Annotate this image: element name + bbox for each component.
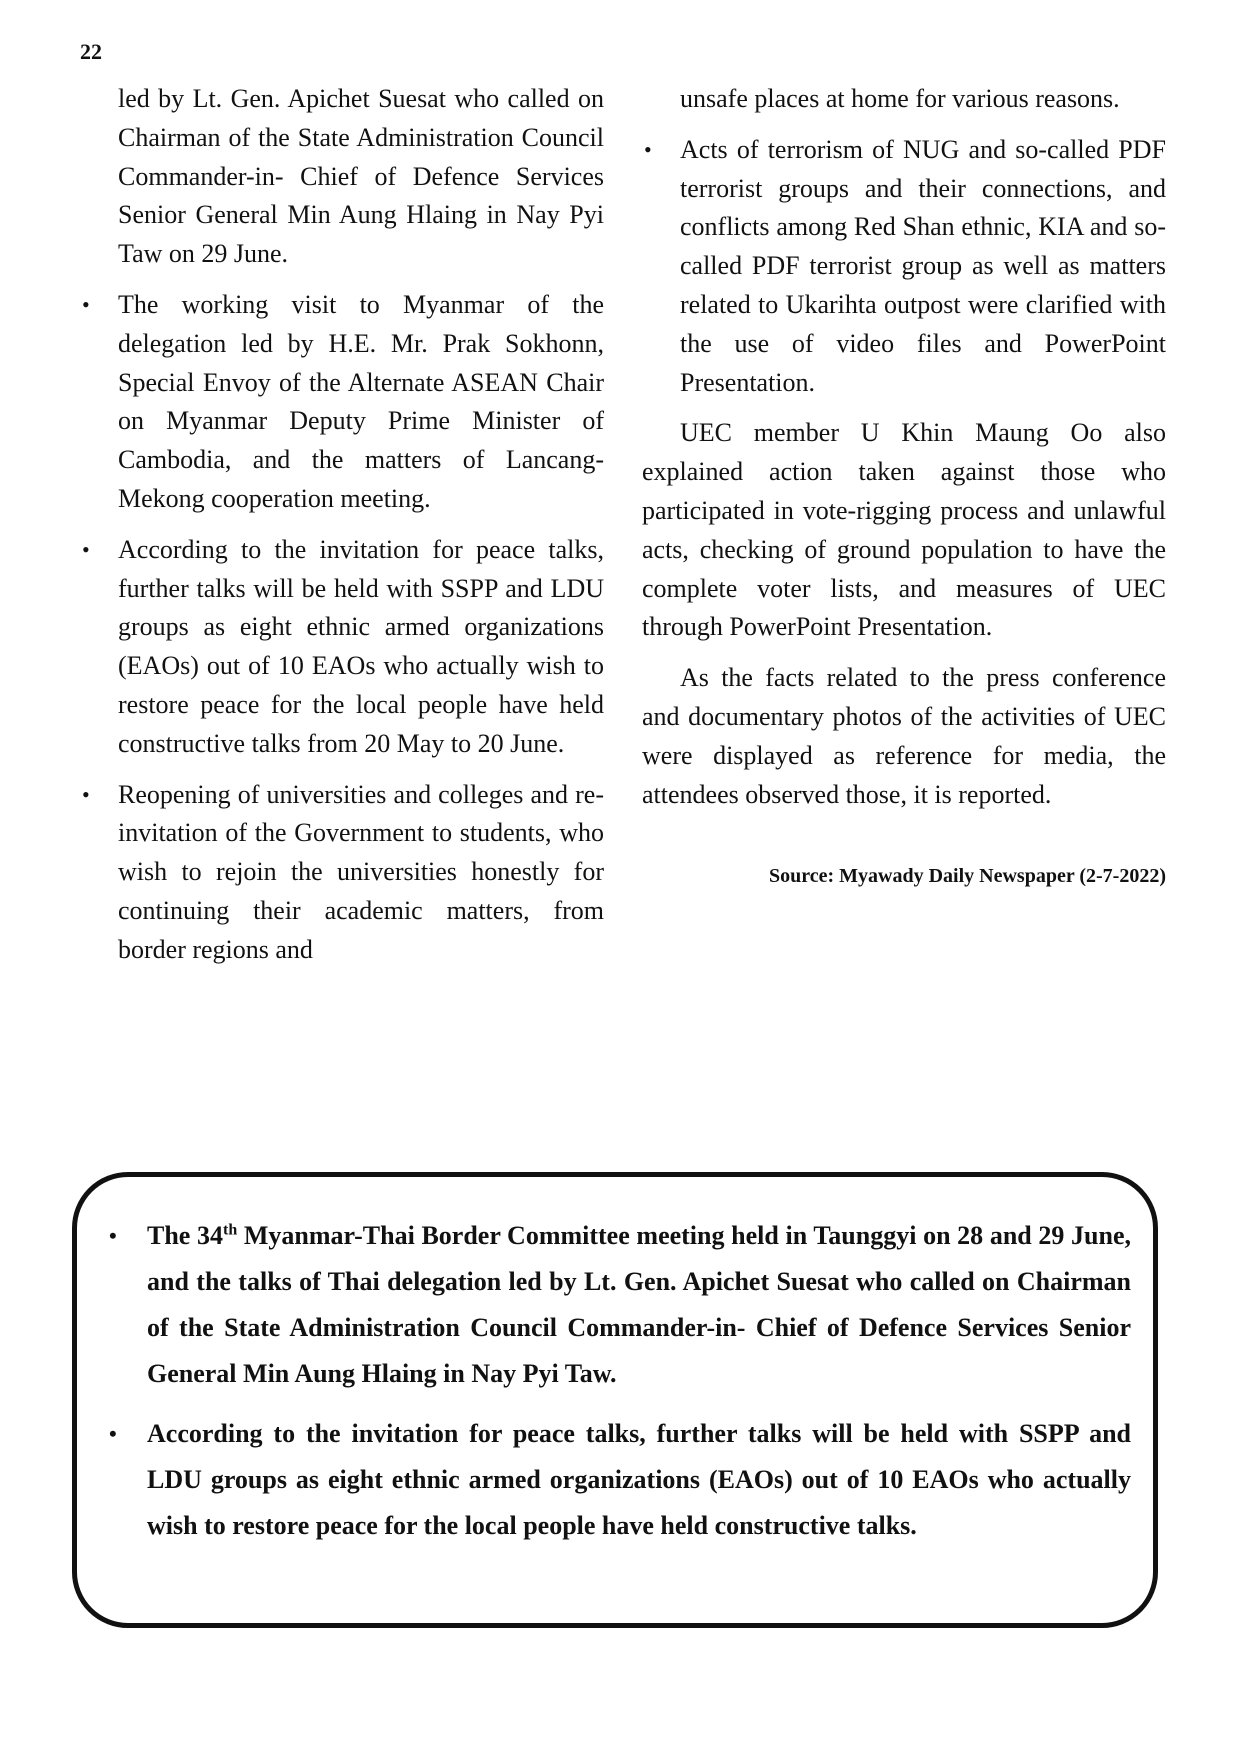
right-column — [642, 80, 1166, 890]
summary-bullet-item — [107, 1213, 1131, 1397]
left-bullet-item — [80, 531, 604, 764]
body-paragraph: As the facts related to the press conference and documentary photos of the activities of UEC were displayed as reference for media, the attendees observed those, it is reported. — [642, 663, 1166, 809]
summary-box — [72, 1172, 1158, 1628]
bullet-icon: • — [109, 1421, 117, 1446]
summary-bullet-item — [107, 1411, 1131, 1549]
bullet-icon: • — [644, 136, 652, 162]
page-number: 22 — [80, 39, 102, 64]
body-paragraph: UEC member U Khin Maung Oo also explained action taken against those who participated in vote-rigging process and unlawful acts, checking of ground population to have the complete voter lists, and measures of UEC through PowerPoint Presentation. — [642, 418, 1166, 642]
source-citation: Source: Myawady Daily Newspaper (2-7-2022) — [768, 865, 1166, 888]
left-bullet-text: The working visit to Myanmar of the delegation led by H.E. Mr. Prak Sokhonn, Special Envoy of the Alternate ASEAN Chair on Myanmar Deputy Prime Minister of Cambodia, and the matters of Lancang-Mekong cooperation meeting. — [118, 289, 604, 513]
left-bullet-item — [80, 776, 604, 970]
bullet-icon: • — [82, 781, 90, 807]
left-bullet-item — [80, 286, 604, 519]
right-bullet-text: Acts of terrorism of NUG and so-called PDF terrorist groups and their connections, and conflicts among Red Shan ethnic, KIA and so-called PDF terrorist group as well as matters related to Ukarihta outpost were clarified with the use of video files and PowerPoint Presentation. — [680, 134, 1166, 397]
right-continuation-paragraph: unsafe places at home for various reasons. — [680, 84, 1120, 113]
left-column — [80, 80, 604, 982]
left-bullet-text: Reopening of universities and colleges and re-invitation of the Government to students, who wish to rejoin the universities honestly for continuing their academic matters, from border regions and — [118, 779, 604, 964]
right-bullet-item — [642, 131, 1166, 403]
left-continuation-paragraph: led by Lt. Gen. Apichet Suesat who called on Chairman of the State Administration Council Commander-in- Chief of Defence Services Senior General Min Aung Hlaing in Nay Pyi Taw on 29 June. — [118, 84, 604, 269]
ordinal-superscript: th — [223, 1221, 238, 1239]
bullet-icon: • — [82, 291, 90, 317]
summary-bullet-rest: Myanmar-Thai Border Committee meeting held in Taunggyi on 28 and 29 June, and the talks of Thai delegation led by Lt. Gen. Apichet Suesat who called on Chairman of the State Administration Council Commander-in- Chief of Defence Services Senior General Min Aung Hlaing in Nay Pyi Taw. — [147, 1221, 1132, 1388]
summary-bullet-text — [147, 1221, 1131, 1388]
left-bullet-text: According to the invitation for peace talks, further talks will be held with SSPP and LDU groups as eight ethnic armed organizations (EAOs) out of 10 EAOs who actually wish to restore peace for the local people have held constructive talks from 20 May to 20 June. — [118, 534, 604, 758]
summary-content — [107, 1213, 1131, 1563]
bullet-icon: • — [82, 536, 90, 562]
bullet-icon: • — [109, 1223, 117, 1248]
summary-bullet-text: According to the invitation for peace talks, further talks will be held with SSPP and LDU groups as eight ethnic armed organizations (EAOs) out of 10 EAOs who actually wish to restore peace for the local people have held constructive talks. — [147, 1419, 1131, 1540]
summary-bullet-prefix: The 34 — [147, 1221, 223, 1250]
